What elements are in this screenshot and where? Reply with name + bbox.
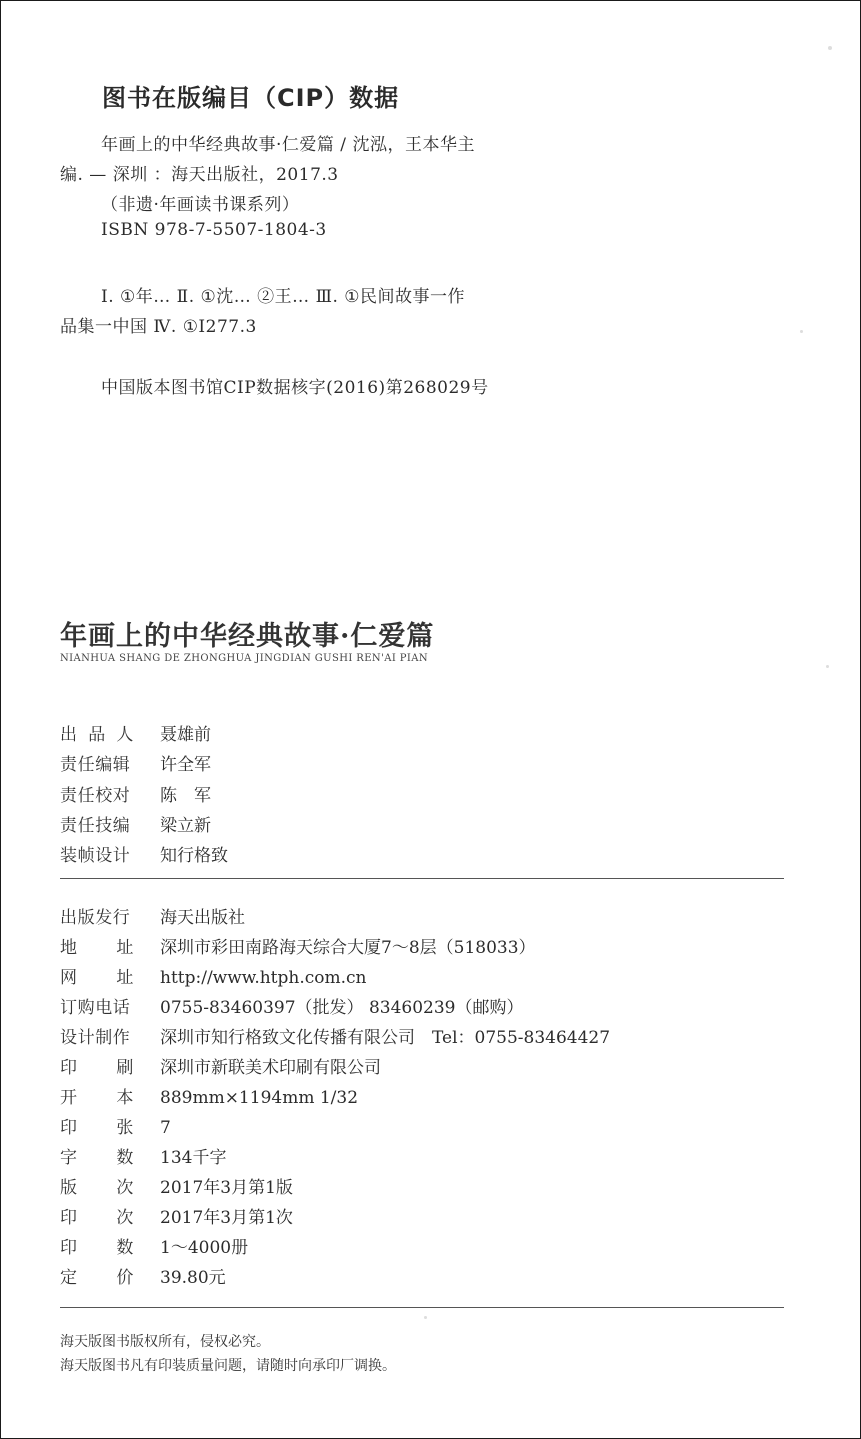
- info-label-char: 印: [60, 1238, 78, 1258]
- info-row: [60, 1143, 226, 1168]
- info-label: [60, 1233, 134, 1258]
- info-label-char: 定: [60, 1268, 78, 1288]
- info-row: [60, 1173, 293, 1198]
- credit-row: [60, 841, 228, 866]
- credit-value: 许全军: [160, 755, 211, 775]
- credit-value: 梁立新: [160, 816, 211, 836]
- info-label-char: 开: [60, 1088, 78, 1108]
- info-label-char: 本: [116, 1088, 134, 1108]
- info-label-char: 网: [60, 968, 78, 988]
- info-label-char: 价: [116, 1268, 134, 1288]
- info-label-char: 址: [116, 938, 134, 958]
- scan-speck: [826, 665, 829, 668]
- credit-label: 责任技编: [60, 816, 131, 836]
- info-row: [60, 1083, 358, 1108]
- info-label-char: 次: [116, 1178, 134, 1198]
- copyright-notice: 海天版图书版权所有，侵权必究。: [60, 1334, 270, 1350]
- credit-label: 责任校对: [60, 786, 131, 806]
- info-label: [60, 963, 134, 988]
- info-label-char: 字: [60, 1148, 78, 1168]
- info-label-char: 刷: [116, 1058, 134, 1078]
- info-row: [60, 903, 245, 928]
- info-value: 0755-83460397（批发） 83460239（邮购）: [160, 998, 524, 1018]
- scan-speck: [828, 46, 832, 50]
- info-value: 深圳市彩田南路海天综合大厦7～8层（518033）: [160, 938, 536, 958]
- info-value: 深圳市新联美术印刷有限公司: [160, 1058, 381, 1078]
- quality-notice: 海天版图书凡有印装质量问题，请随时向承印厂调换。: [60, 1358, 396, 1374]
- info-label: [60, 1203, 134, 1228]
- info-row: [60, 1113, 171, 1138]
- credit-row: [60, 720, 211, 745]
- credit-label: 装帧设计: [60, 846, 131, 866]
- scan-speck: [424, 1316, 427, 1319]
- info-label-char: 数: [116, 1238, 134, 1258]
- credit-row: [60, 750, 211, 775]
- info-label: 出版发行: [60, 908, 131, 928]
- info-label-char: 版: [60, 1178, 78, 1198]
- credit-label-char: 品: [88, 725, 106, 745]
- info-label: [60, 933, 134, 958]
- info-label: [60, 1083, 134, 1108]
- info-label-char: 印: [60, 1118, 78, 1138]
- info-label-char: 数: [116, 1148, 134, 1168]
- info-label-char: 印: [60, 1208, 78, 1228]
- cip-isbn-line: ISBN 978-7-5507-1804-3: [101, 220, 327, 240]
- credit-value: 陈 军: [160, 786, 211, 806]
- info-label-char: 次: [116, 1208, 134, 1228]
- book-title: 年画上的中华经典故事·仁爱篇: [60, 621, 435, 652]
- info-row: [60, 963, 366, 988]
- cip-data-number: 中国版本图书馆CIP数据核字(2016)第268029号: [101, 378, 489, 398]
- info-value: 7: [160, 1118, 171, 1138]
- info-value: 2017年3月第1版: [160, 1178, 293, 1198]
- info-label: [60, 1173, 134, 1198]
- book-pinyin: NIANHUA SHANG DE ZHONGHUA JINGDIAN GUSHI REN'AI PIAN: [60, 653, 429, 664]
- info-value: 1～4000册: [160, 1238, 249, 1258]
- info-label: 订购电话: [60, 998, 131, 1018]
- cip-series-line: （非遗·年画读书课系列）: [101, 195, 300, 215]
- info-label-char: 张: [116, 1118, 134, 1138]
- info-label-char: 印: [60, 1058, 78, 1078]
- info-row: [60, 1233, 248, 1258]
- info-value: 889mm×1194mm 1/32: [160, 1088, 359, 1108]
- credit-label-char: 人: [116, 725, 134, 745]
- info-row: [60, 933, 536, 958]
- info-value: 海天出版社: [160, 908, 245, 928]
- info-value: 深圳市知行格致文化传播有限公司 Tel：0755-83464427: [160, 1028, 611, 1048]
- credit-label: [60, 720, 134, 745]
- info-value: http://www.htph.com.cn: [160, 968, 367, 988]
- cip-classification-line-2: 品集一中国 Ⅳ. ①I277.3: [60, 317, 257, 337]
- info-value: 2017年3月第1次: [160, 1208, 293, 1228]
- cip-classification-line: Ⅰ. ①年… Ⅱ. ①沈… ②王… Ⅲ. ①民间故事一作: [101, 287, 466, 307]
- info-label-char: 址: [116, 968, 134, 988]
- credit-row: [60, 811, 211, 836]
- divider-credits: [60, 878, 784, 879]
- info-row: [60, 1263, 226, 1288]
- cip-publisher-line: 编. — 深圳 ：海天出版社，2017.3: [60, 165, 339, 185]
- info-label: [60, 1053, 134, 1078]
- info-label: [60, 1263, 134, 1288]
- divider-publishing: [60, 1307, 784, 1308]
- info-label: [60, 1143, 134, 1168]
- scan-speck: [800, 330, 803, 333]
- info-row: [60, 1053, 381, 1078]
- cip-heading: 图书在版编目（CIP）数据: [102, 84, 400, 112]
- info-row: [60, 1023, 610, 1048]
- credit-value: 聂雄前: [160, 725, 211, 745]
- credit-label-char: 出: [60, 725, 78, 745]
- credit-label: 责任编辑: [60, 755, 131, 775]
- info-label: [60, 1113, 134, 1138]
- cip-title-line: 年画上的中华经典故事·仁爱篇 / 沈泓，王本华主: [101, 135, 475, 155]
- credit-value: 知行格致: [160, 846, 228, 866]
- info-value: 134千字: [160, 1148, 227, 1168]
- info-label-char: 地: [60, 938, 78, 958]
- info-label: 设计制作: [60, 1028, 131, 1048]
- info-row: [60, 1203, 293, 1228]
- info-value: 39.80元: [160, 1268, 226, 1288]
- credit-row: [60, 781, 211, 806]
- info-row: [60, 993, 523, 1018]
